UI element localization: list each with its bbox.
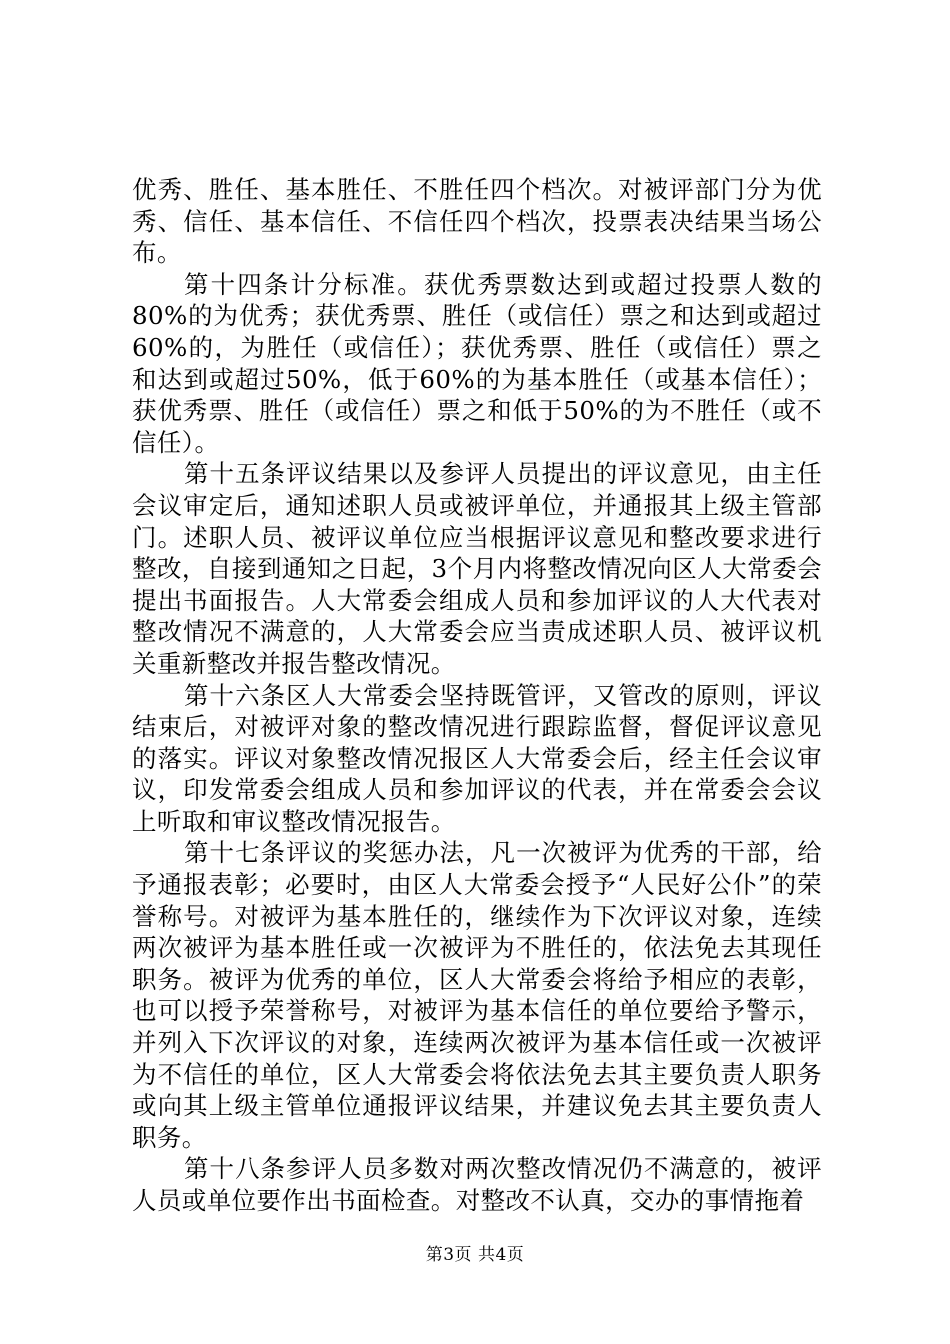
paragraph-article-17: 第十七条评议的奖惩办法，凡一次被评为优秀的干部，给予通报表彰；必要时，由区人大常委会授予“人民好公仆”的荣誉称号。对被评为基本胜任的，继续作为下次评议对象，连续两次被评为基本胜任或一次被评为不胜任的，依法免去其现任职务。被评为优秀的单位，区人大常委会将给予相应的表彰，也可以授予荣誉称号，对被评为基本信任的单位要给予警示，并列入下次评议的对象，连续两次被评为基本信任或一次被评为不信任的单位，区人大常委会将依法免去其主要负责人职务或向其上级主管单位通报评议结果，并建议免去其主要负责人职务。 xyxy=(132,838,822,1152)
paragraph-article-16: 第十六条区人大常委会坚持既管评，又管改的原则，评议结束后，对被评对象的整改情况进行跟踪监督，督促评议意见的落实。评议对象整改情况报区人大常委会后，经主任会议审议，印发常委会组成人员和参加评议的代表，并在常委会会议上听取和审议整改情况报告。 xyxy=(132,680,822,836)
paragraph-article-15: 第十五条评议结果以及参评人员提出的评议意见，由主任会议审定后，通知述职人员或被评单位，并通报其上级主管部门。述职人员、被评议单位应当根据评议意见和整改要求进行整改，自接到通知之日起，3个月内将整改情况向区人大常委会提出书面报告。人大常委会组成人员和参加评议的人大代表对整改情况不满意的，人大常委会应当责成述职人员、被评议机关重新整改并报告整改情况。 xyxy=(132,459,822,678)
paragraph-continuation: 优秀、胜任、基本胜任、不胜任四个档次。对被评部门分为优秀、信任、基本信任、不信任四个档次，投票表决结果当场公布。 xyxy=(132,175,822,268)
document-body xyxy=(132,174,822,1217)
paragraph-article-14: 第十四条计分标准。获优秀票数达到或超过投票人数的80%的为优秀；获优秀票、胜任（或信任）票之和达到或超过60%的，为胜任（或信任）；获优秀票、胜任（或信任）票之和达到或超过50%，低于60%的为基本胜任（或基本信任）；获优秀票、胜任（或信任）票之和低于50%的为不胜任（或不信任）。 xyxy=(132,269,822,457)
paragraph-article-18: 第十八条参评人员多数对两次整改情况仍不满意的，被评人员或单位要作出书面检查。对整改不认真，交办的事情拖着 xyxy=(132,1154,822,1215)
page-number-footer: 第3页 共4页 xyxy=(425,1245,525,1265)
